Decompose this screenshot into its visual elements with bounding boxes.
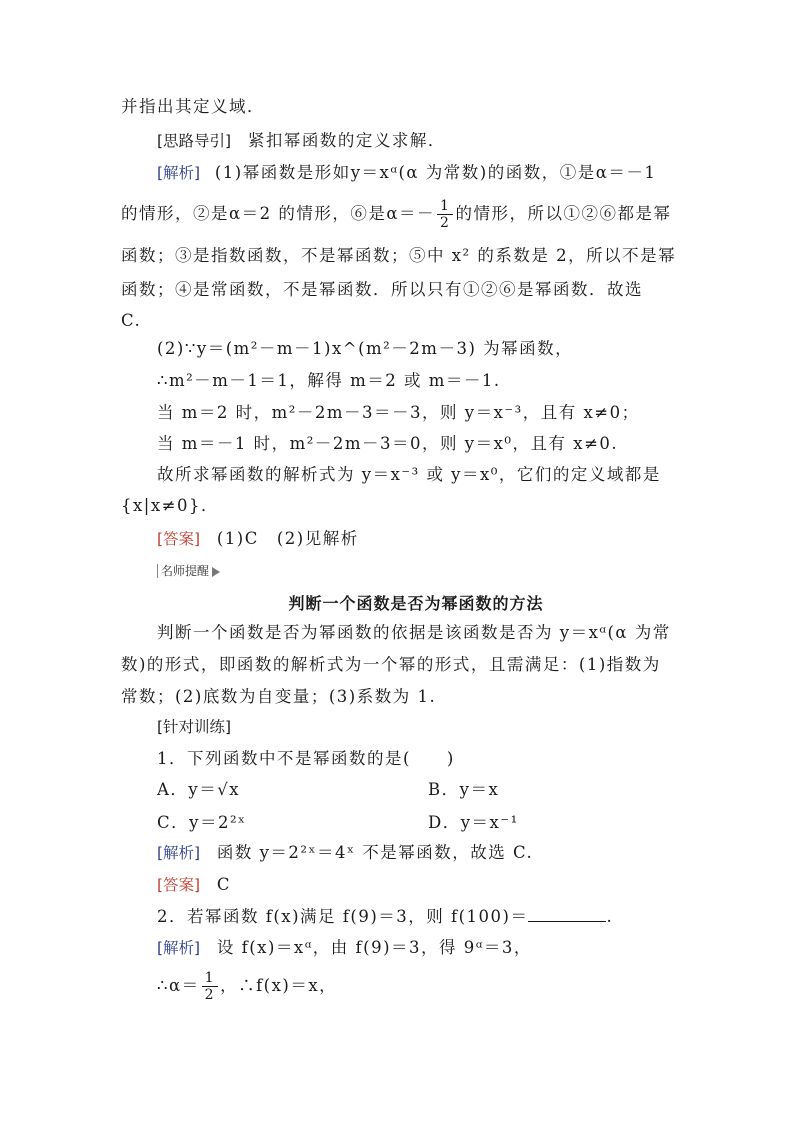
text-line: 判断一个函数是否为幂函数的依据是该函数是否为 y＝xᵅ(α 为常 (157, 623, 671, 642)
text-line: 数)的形式，即函数的解析式为一个幂的形式，且需满足：(1)指数为 (121, 655, 661, 674)
practice-tag: [针对训练] (157, 718, 232, 736)
options-row-1-right (428, 779, 678, 801)
text-line: 故所求幂函数的解析式为 y＝x⁻³ 或 y＝x⁰，它们的定义域都是 (157, 465, 661, 484)
answer-line: [答案] (1)C (2)见解析 (157, 529, 359, 548)
text-line: 常数；(2)底数为自变量；(3)系数为 1. (121, 687, 437, 706)
question-1: 1．下列函数中不是幂函数的是( ) (157, 749, 455, 768)
text-line: 的情形，②是α＝2 的情形，⑥是α＝－ $\frac{1}{2}$ 的情形，所以①②⑥都是幂 (121, 198, 672, 231)
analysis-tag: [解析] (157, 844, 201, 862)
teacher-tip-label: 名师提醒 (157, 564, 220, 578)
fraction: $\frac{1}{2}$ (202, 970, 218, 1003)
text-line: 函数；④是常函数，不是幂函数．所以只有①②⑥是幂函数．故选 (121, 280, 643, 299)
text-line: C. (121, 311, 142, 330)
answer-tag: [答案] (157, 530, 201, 548)
text-line: ∴α＝ $\frac{1}{2}$ ，∴f(x)＝x， (157, 970, 338, 1003)
text-line: {x|x≠0}． (121, 496, 219, 515)
analysis-line: [解析] 设 f(x)＝xᵅ，由 f(9)＝3，得 9ᵅ＝3， (157, 938, 532, 957)
text-line: ∴m²－m－1＝1，解得 m＝2 或 m＝－1. (157, 371, 501, 390)
option-b: B．y＝x (428, 780, 500, 799)
text-line: 并指出其定义域． (121, 97, 265, 116)
analysis-line: [解析] (1)幂函数是形如y＝xᵅ(α 为常数)的函数，①是α＝－1 (157, 163, 657, 182)
option-d: D．y＝x⁻¹ (428, 813, 519, 832)
question-2: 2．若幂函数 f(x)满足 f(9)＝3，则 f(100)＝ . (157, 907, 614, 926)
option-c: C．y＝2²ˣ (157, 813, 247, 832)
text-line: 当 m＝－1 时，m²－2m－3＝0，则 y＝x⁰，且有 x≠0. (157, 434, 619, 453)
answer-tag: [答案] (157, 876, 201, 894)
hint-tag: [思路导引] (157, 132, 232, 150)
options-row-2-right (428, 812, 678, 834)
practice-line (157, 716, 681, 738)
analysis-tag: [解析] (157, 164, 201, 182)
text-line: (2)∵y＝(m²－m－1)x^(m²－2m－3) 为幂函数， (157, 339, 574, 358)
answer-line: [答案] C (157, 875, 231, 894)
triangle-arrow-icon (212, 567, 220, 577)
option-a: A．y＝√x (157, 780, 241, 799)
text-line: 当 m＝2 时，m²－2m－3＝－3，则 y＝x⁻³，且有 x≠0； (157, 403, 640, 422)
hint-line: [思路导引] 紧扣幂函数的定义求解． (157, 131, 446, 150)
section-heading: 判断一个函数是否为幂函数的方法 (288, 594, 544, 613)
analysis-tag: [解析] (157, 939, 201, 957)
analysis-line: [解析] 函数 y＝2²ˣ＝4ˣ 不是幂函数，故选 C. (157, 843, 534, 862)
fraction: $\frac{1}{2}$ (437, 198, 453, 231)
answer-blank (528, 907, 606, 922)
text-line: 函数；③是指数函数，不是幂函数；⑤中 x² 的系数是 2，所以不是幂 (121, 246, 677, 265)
